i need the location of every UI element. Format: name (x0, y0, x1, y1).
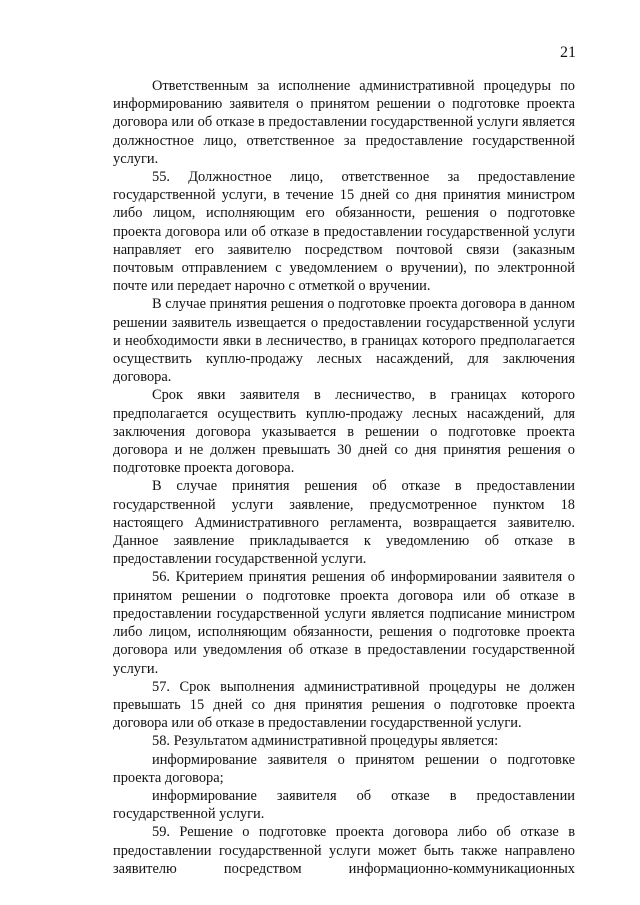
paragraph-item-56: 56. Критерием принятия решения об информировании заявителя о принятом решении о подготовке проекта договора или об отказе в предоставлении государственной услуги является подписание министром либо лицом, исполняющим обязанности, решения о подготовке проекта договора или уведомления об отказе в предоставлении государственной услуги. (113, 569, 575, 677)
paragraph-refusal-case: В случае принятия решения об отказе в предоставлении государственной услуги заявление, предусмотренное пунктом 18 настоящего Административного регламента, возвращается заявителю. Данное заявление прикладывается к уведомлению об отказе в предоставлении государственной услуги. (113, 478, 575, 568)
page-number: 21 (560, 44, 576, 61)
paragraph-result-contract: информирование заявителя о принятом решении о подготовке проекта договора; (113, 751, 575, 786)
paragraph-contract-decision: В случае принятия решения о подготовке проекта договора в данном решении заявитель извещается о предоставлении государственной услуги и необходимости явки в лесничество, в границах которого предполагается осуществить куплю-продажу лесных насаждений, для заключения договора. (113, 296, 575, 386)
paragraph-responsible-person: Ответственным за исполнение административной процедуры по информированию заявителя о принятом решении о подготовке проекта договора или об отказе в предоставлении государственной услуги является должностное лицо, ответственное за предоставление государственной услуги. (113, 78, 575, 167)
paragraph-result-refusal: информирование заявителя об отказе в предоставлении государственной услуги. (113, 787, 575, 823)
paragraph-item-58: 58. Результатом административной процедуры является: (152, 733, 499, 750)
paragraph-item-55: 55. Должностное лицо, ответственное за предоставление государственной услуги, в течение 15 дней со дня принятия министром либо лицом, исполняющим его обязанности, решения о подготовке проекта договора или об отказе в предоставлении государственной услуги направляет его заявителю посредством почтовой связи (заказным почтовым отправлением с уведомлением о вручении), по электронной почте или передает нарочно с отметкой о вручении. (113, 169, 575, 295)
document-body (113, 77, 575, 878)
paragraph-item-59: 59. Решение о подготовке проекта договора либо об отказе в предоставлении государственной услуги может быть также направлено заявителю посредством информационно-коммуникационных (113, 824, 575, 877)
paragraph-appearance-term: Срок явки заявителя в лесничество, в границах которого предполагается осуществить куплю-продажу лесных насаждений, для заключения договора указывается в решении о подготовке проекта договора и не должен превышать 30 дней со дня принятия решения о подготовке проекта договора. (113, 387, 575, 477)
paragraph-item-57: 57. Срок выполнения административной процедуры не должен превышать 15 дней со дня принятия решения о подготовке проекта договора или об отказе в предоставлении государственной услуги. (113, 678, 575, 732)
